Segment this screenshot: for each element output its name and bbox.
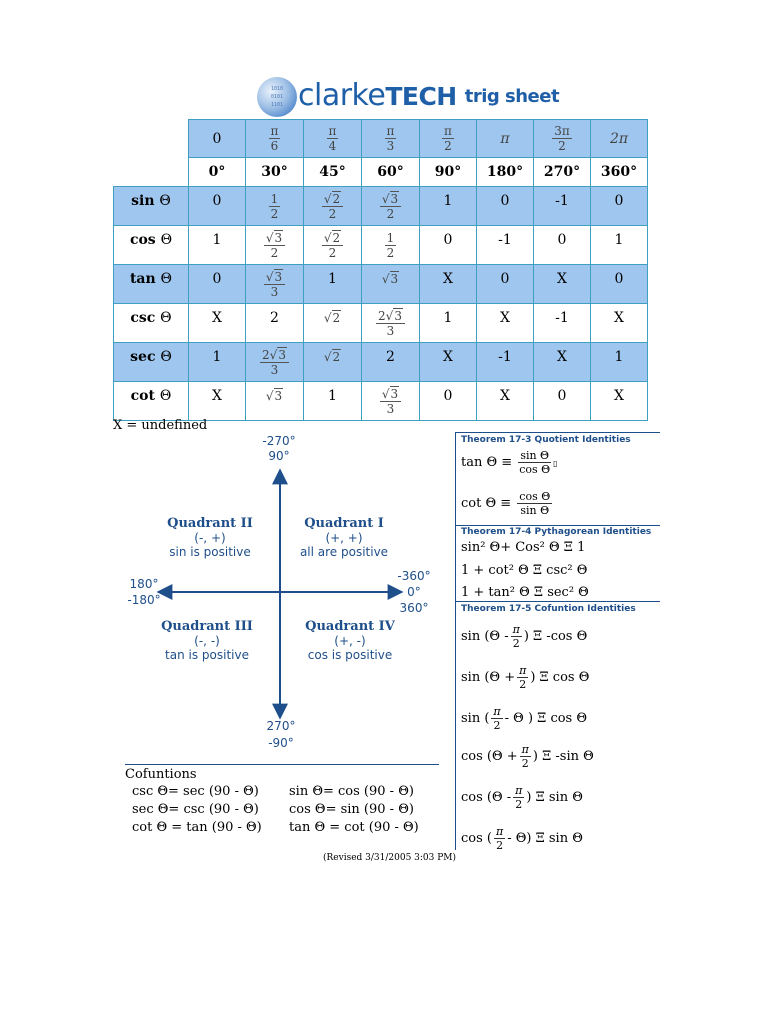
table-cell: 1 (420, 304, 477, 343)
fraction: $\frac{2√3}{3}$ (376, 310, 405, 337)
radian-header-cell: 0 (189, 120, 246, 158)
table-cell: 1 (304, 265, 362, 304)
table-cell: 0 (477, 265, 534, 304)
table-cell: 1 (591, 226, 648, 265)
right-angle-label-1: -360° (397, 569, 431, 583)
cofunctions-title: Cofuntions (125, 767, 197, 782)
pythagorean-3: 1 + tan² Θ Ξ sec² Θ (461, 585, 589, 600)
table-row-degrees (114, 158, 648, 187)
cofunction-right-3: tan Θ = cot (90 - Θ) (289, 820, 419, 835)
fraction: $\frac{√3}{2}$ (264, 232, 285, 259)
fraction: $\frac{√2}{2}$ (322, 193, 343, 220)
quotient-tan: tan Θ ≡ $\frac{\text{sin Θ}}{\text{cos Θ}}$ ▯ (461, 449, 558, 476)
top-angle-label-1: -270° (262, 434, 296, 448)
top-angle-label-2: 90° (268, 449, 290, 463)
table-cell: X (189, 304, 246, 343)
table-cell (246, 265, 304, 304)
quadrant-3-note: tan is positive (165, 648, 249, 662)
table-cell: -1 (534, 187, 591, 226)
table-cell: X (189, 382, 246, 421)
brand-wordmark: clarkeTECH trig sheet (298, 78, 560, 113)
fraction: $\frac{√3}{3}$ (264, 271, 285, 298)
theorem-rule-2 (455, 525, 660, 526)
table-cell (362, 187, 420, 226)
undefined-note: X = undefined (113, 418, 208, 433)
svg-text:0101: 0101 (270, 94, 284, 100)
table-cell: 0 (591, 265, 648, 304)
table-cell (362, 382, 420, 421)
quotient-cot: cot Θ ≡ $\frac{\text{cos Θ}}{\text{sin Θ}}$ (461, 490, 551, 517)
table-cell: X (477, 304, 534, 343)
right-angle-label-3: 360° (399, 601, 429, 615)
table-cell: X (591, 382, 648, 421)
function-label: csc Θ (114, 304, 189, 343)
table-cell (362, 226, 420, 265)
table-cell (246, 343, 304, 382)
divider-line (125, 764, 439, 765)
table-cell: X (591, 304, 648, 343)
table-row-cos (114, 226, 648, 265)
table-cell: 1 (189, 343, 246, 382)
cofunction-right-2: cos Θ= sin (90 - Θ) (289, 802, 414, 817)
theorem-17-3-title: Theorem 17-3 Quotient Identities (461, 435, 631, 445)
table-cell: X (420, 265, 477, 304)
fraction: $\frac{1}{2}$ (386, 231, 395, 260)
table-cell: √3 (246, 382, 304, 421)
function-label: sec Θ (114, 343, 189, 382)
radian-header-cell (304, 120, 362, 158)
table-cell: 0 (189, 187, 246, 226)
degree-header-cell: 45° (304, 158, 362, 187)
table-cell: 0 (534, 382, 591, 421)
svg-text:1101: 1101 (270, 102, 284, 108)
fraction: $\frac{√3}{2}$ (380, 193, 401, 220)
radian-header-cell: π (477, 120, 534, 158)
table-cell: 0 (477, 187, 534, 226)
table-cell (246, 226, 304, 265)
fraction: $\frac{√3}{3}$ (380, 388, 401, 415)
quadrant-2-title: Quadrant II (167, 516, 253, 531)
cofunction-identity-1: sin (Θ - $\frac{\pi}{2}$ ) Ξ -cos Θ (461, 623, 588, 650)
fraction: $\frac{\pi}{6}$ (270, 124, 279, 153)
quadrant-2 (150, 516, 270, 559)
degree-header-cell: 30° (246, 158, 304, 187)
degree-header-cell: 180° (477, 158, 534, 187)
cofunction-left-1: csc Θ= sec (90 - Θ) (132, 784, 259, 799)
table-cell (362, 304, 420, 343)
quadrant-4-signs: (+, -) (334, 634, 366, 648)
radian-header-cell (420, 120, 477, 158)
table-cell (304, 187, 362, 226)
cofunction-identity-2: sin (Θ + $\frac{\pi}{2}$ ) Ξ cos Θ (461, 664, 590, 691)
degree-header-cell: 270° (534, 158, 591, 187)
table-cell: X (477, 382, 534, 421)
fraction: $\frac{\pi}{2}$ (444, 124, 452, 153)
brand-logo (256, 74, 560, 124)
quadrant-1 (284, 516, 404, 559)
bottom-angle-label-2: -90° (268, 736, 294, 750)
quadrant-3-signs: (-, -) (194, 634, 220, 648)
table-row-sin (114, 187, 648, 226)
table-cell: 0 (534, 226, 591, 265)
fraction: $\frac{1}{2}$ (270, 192, 279, 221)
table-cell: X (534, 265, 591, 304)
fraction: $\frac{2√3}{3}$ (260, 349, 289, 376)
quadrant-3 (147, 619, 267, 662)
table-row-sec (114, 343, 648, 382)
cofunction-identity-3: sin ( $\frac{\pi}{2}$ - Θ ) Ξ cos Θ (461, 705, 588, 732)
function-label: cos Θ (114, 226, 189, 265)
degree-header-cell: 0° (189, 158, 246, 187)
bottom-angle-label-1: 270° (266, 719, 296, 733)
function-label: tan Θ (114, 265, 189, 304)
pythagorean-1: sin² Θ+ Cos² Θ Ξ 1 (461, 540, 586, 555)
theorem-rule-1 (455, 432, 660, 433)
table-cell (246, 187, 304, 226)
table-cell: 1 (304, 382, 362, 421)
table-row-cot (114, 382, 648, 421)
quadrant-1-note: all are positive (299, 545, 389, 559)
quadrant-4-note: cos is positive (307, 648, 393, 662)
table-cell: 0 (420, 226, 477, 265)
table-cell: √2 (304, 304, 362, 343)
quadrant-1-signs: (+, +) (325, 531, 363, 545)
quadrant-4-title: Quadrant IV (305, 619, 395, 634)
cofunction-identity-4: cos (Θ + $\frac{\pi}{2}$ ) Ξ -sin Θ (461, 743, 594, 770)
theorem-17-4-title: Theorem 17-4 Pythagorean Identities (461, 527, 652, 537)
cofunction-left-2: sec Θ= csc (90 - Θ) (132, 802, 259, 817)
theorem-rule-3 (455, 601, 660, 602)
table-cell: -1 (477, 343, 534, 382)
pythagorean-2: 1 + cot² Θ Ξ csc² Θ (461, 563, 588, 578)
cofunction-identity-5: cos (Θ - $\frac{\pi}{2}$ ) Ξ sin Θ (461, 784, 583, 811)
cofunction-right-1: sin Θ= cos (90 - Θ) (289, 784, 414, 799)
revision-note: (Revised 3/31/2005 3:03 PM) (323, 853, 457, 863)
trig-values-table (113, 119, 648, 421)
radian-header-cell (246, 120, 304, 158)
quadrant-2-signs: (-, +) (194, 531, 226, 545)
theorem-17-5-title: Theorem 17-5 Cofuntion Identities (461, 604, 636, 614)
function-label: cot Θ (114, 382, 189, 421)
globe-icon (256, 76, 298, 118)
fraction: $\frac{√2}{2}$ (322, 232, 343, 259)
function-label: sin Θ (114, 187, 189, 226)
table-cell (304, 226, 362, 265)
table-cell: 2 (246, 304, 304, 343)
right-angle-label-2: 0° (407, 585, 421, 599)
table-cell: -1 (477, 226, 534, 265)
cofunction-identity-6: cos ( $\frac{\pi}{2}$ - Θ) Ξ sin Θ (461, 825, 583, 852)
fraction: $\frac{\pi}{4}$ (328, 124, 337, 153)
table-cell: √3 (362, 265, 420, 304)
degree-header-cell: 90° (420, 158, 477, 187)
table-cell: 1 (420, 187, 477, 226)
quadrant-2-note: sin is positive (169, 545, 251, 559)
table-cell: X (420, 343, 477, 382)
table-cell: 0 (420, 382, 477, 421)
quadrant-3-title: Quadrant III (161, 619, 253, 634)
quadrant-1-title: Quadrant I (304, 516, 384, 531)
table-cell: 2 (362, 343, 420, 382)
table-cell: -1 (534, 304, 591, 343)
table-row-tan (114, 265, 648, 304)
quadrant-4 (290, 619, 410, 662)
left-angle-label-1: 180° (129, 577, 159, 591)
radian-header-cell: 2π (591, 120, 648, 158)
radian-header-cell (534, 120, 591, 158)
table-row-radians (114, 120, 648, 158)
panel-divider (455, 432, 456, 850)
table-row-csc (114, 304, 648, 343)
degree-header-cell: 360° (591, 158, 648, 187)
fraction: $\frac{3\pi}{2}$ (554, 124, 570, 153)
radian-header-cell (362, 120, 420, 158)
fraction: $\frac{\pi}{3}$ (386, 124, 395, 153)
table-cell: 0 (591, 187, 648, 226)
sheet-title: trig sheet (464, 86, 560, 107)
table-cell: 1 (591, 343, 648, 382)
degree-header-cell: 60° (362, 158, 420, 187)
table-cell: √2 (304, 343, 362, 382)
table-cell: 0 (189, 265, 246, 304)
left-angle-label-2: -180° (127, 593, 161, 607)
table-cell: X (534, 343, 591, 382)
cofunction-left-3: cot Θ = tan (90 - Θ) (132, 820, 262, 835)
table-cell: 1 (189, 226, 246, 265)
svg-text:1010: 1010 (270, 86, 284, 92)
